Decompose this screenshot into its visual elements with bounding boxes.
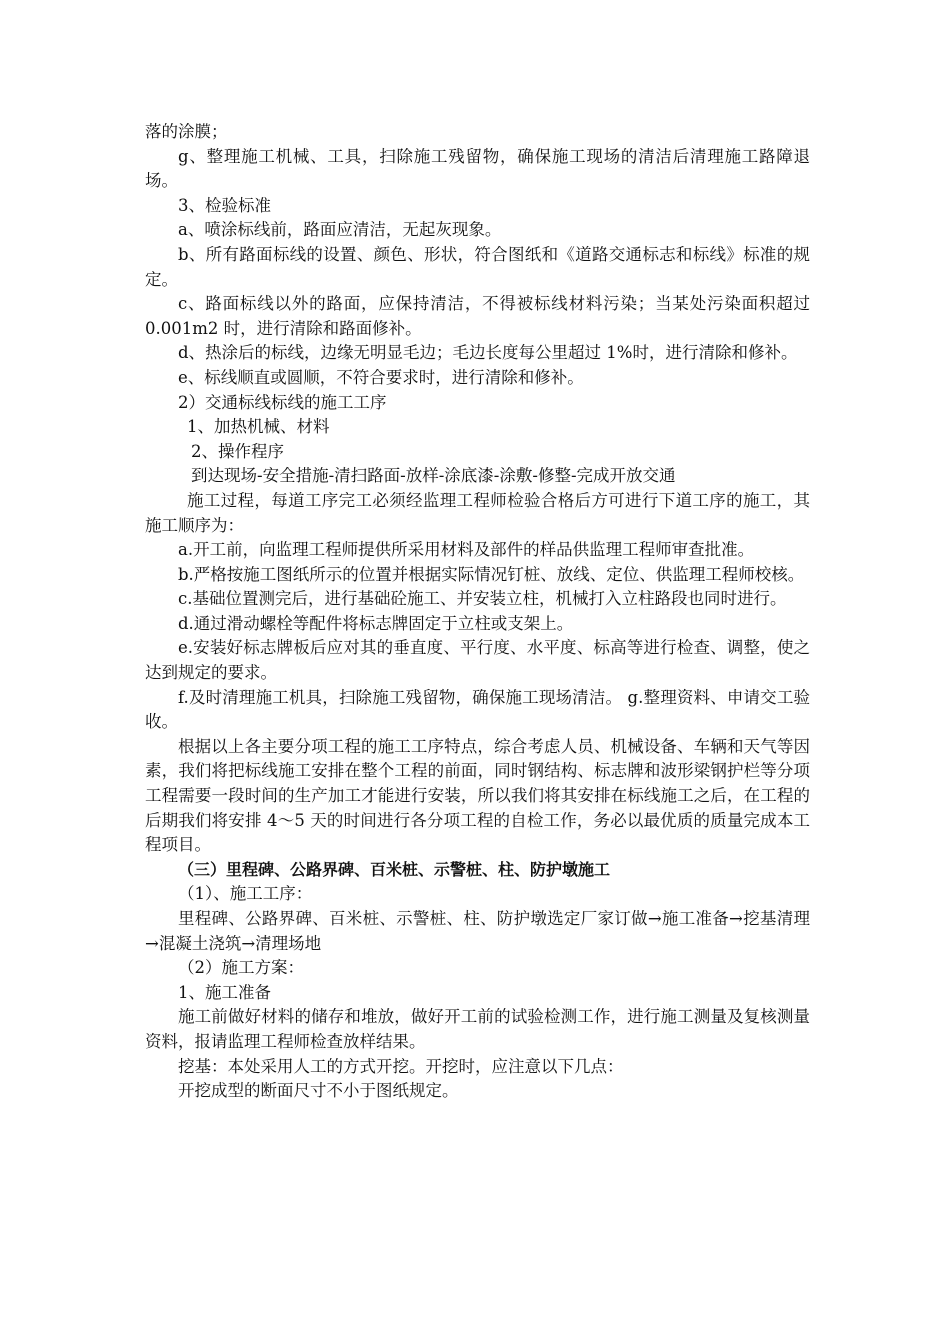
paragraph-step-a: a.开工前，向监理工程师提供所采用材料及部件的样品供监理工程师审查批准。: [178, 540, 755, 560]
paragraph-step-c: c.基础位置测完后，进行基础砼施工、并安装立柱，机械打入立柱路段也同时进行。: [178, 589, 787, 609]
paragraph-standard-b: b、所有路面标线的设置、颜色、形状，符合图纸和《道路交通标志和标线》标准的规定。: [145, 244, 810, 289]
paragraph-step-f-g: f.及时清理施工机具，扫除施工残留物，确保施工现场清洁。 g.整理资料、申请交工验收。: [145, 687, 810, 732]
paragraph-excavation: 挖基：本处采用人工的方式开挖。开挖时，应注意以下几点：: [178, 1056, 624, 1076]
paragraph-process-flow: 里程碑、公路界碑、百米桩、示警桩、柱、防护墩选定厂家订做→施工准备→挖基清理→混凝土浇筑→清理场地: [145, 909, 810, 953]
paragraph-coating-end: 落的涂膜；: [145, 122, 228, 141]
paragraph-standard-d: d、热涂后的标线，边缘无明显毛边；毛边长度每公里超过 1%时，进行清除和修补。: [178, 343, 798, 363]
paragraph-standard-e: e、标线顺直或圆顺，不符合要求时，进行清除和修补。: [178, 367, 584, 387]
paragraph-construction-process: 施工过程，每道工序完工必须经监理工程师检验合格后方可进行下道工序的施工，其施工顺序为：: [145, 490, 810, 535]
paragraph-item-g: g、整理施工机械、工具，扫除施工残留物，确保施工现场的清洁后清理施工路障退场。: [145, 146, 810, 191]
section-heading-inspection-standard: 3、检验标准: [178, 195, 271, 215]
paragraph-standard-a: a、喷涂标线前，路面应清洁，无起灰现象。: [178, 220, 502, 240]
subheading-construction-plan: （2）施工方案：: [178, 958, 304, 978]
subheading-construction-process: （1）、施工工序：: [178, 884, 313, 904]
paragraph-standard-c: c、路面标线以外的路面，应保持清洁，不得被标线材料污染；当某处污染面积超过 0.001m2 时，进行清除和路面修补。: [145, 294, 810, 338]
section-heading-milestone-construction: （三）里程碑、公路界碑、百米桩、示警桩、柱、防护墩施工: [178, 859, 611, 879]
paragraph-operation-procedure: 2、操作程序: [191, 441, 284, 461]
paragraph-schedule-summary: 根据以上各主要分项工程的施工工序特点，综合考虑人员、机械设备、车辆和天气等因素，我们将把标线施工安排在整个工程的前面，同时钢结构、标志牌和波形梁钢护栏等分项工程需要一段时间的生产加工才能进行安装，所以我们将其安排在标线施工之后，在工程的后期我们将安排 4～5 天的时间进行各分项工程的自检工作，务必以最优质的质量完成本工程项目。: [145, 736, 810, 855]
paragraph-preparation-heading: 1、施工准备: [178, 982, 271, 1002]
paragraph-preparation-detail: 施工前做好材料的储存和堆放，做好开工前的试验检测工作，进行施工测量及复核测量资料，报请监理工程师检查放样结果。: [145, 1007, 810, 1051]
section-heading-marking-process: 2）交通标线标线的施工工序: [178, 392, 387, 412]
paragraph-heating-machinery: 1、加热机械、材料: [187, 417, 330, 437]
document-body: [145, 120, 810, 1104]
paragraph-procedure-steps: 到达现场-安全措施-清扫路面-放样-涂底漆-涂敷-修整-完成开放交通: [191, 466, 676, 486]
paragraph-step-b: b.严格按施工图纸所示的位置并根据实际情况钉桩、放线、定位、供监理工程师校核。: [178, 564, 805, 584]
paragraph-step-d: d.通过滑动螺栓等配件将标志牌固定于立柱或支架上。: [178, 613, 574, 633]
paragraph-step-e: e.安装好标志牌板后应对其的垂直度、平行度、水平度、标高等进行检查、调整，使之达到规定的要求。: [145, 638, 810, 683]
paragraph-excavation-size: 开挖成型的断面尺寸不小于图纸规定。: [178, 1081, 459, 1101]
